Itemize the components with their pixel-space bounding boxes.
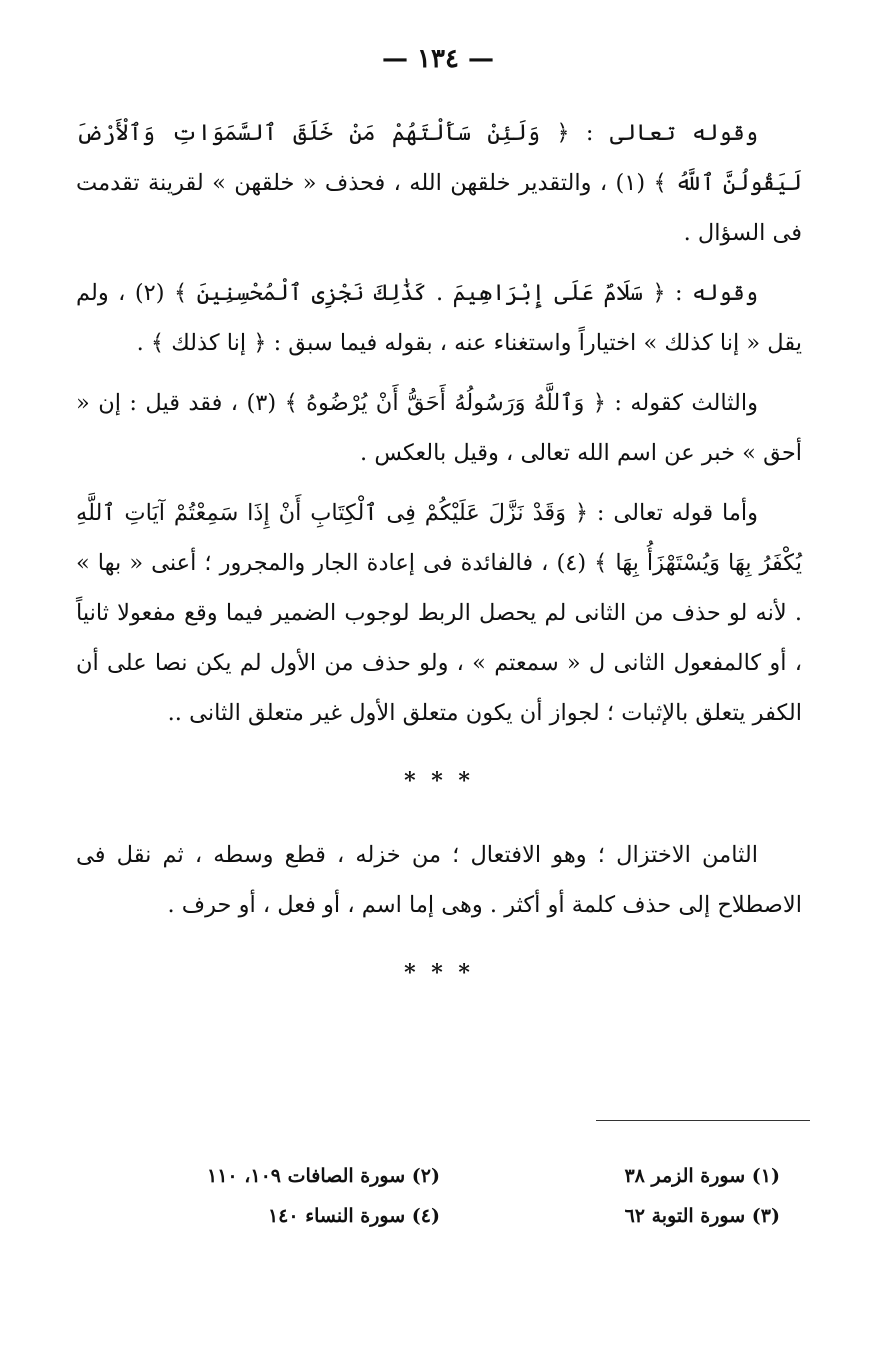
footnotes (140, 1156, 780, 1236)
footnote-1: (١) سورة الزمر ٣٨ (624, 1165, 780, 1187)
page-number: — ١٣٤ — (381, 44, 495, 74)
footnote-row (140, 1196, 780, 1236)
paragraph-4: وأما قوله تعالى : ﴿ وَقَدْ نَزَّلَ عَلَيْكُمْ فِى ٱلْكِتَابِ أَنْ إِذَا سَمِعْتُمْ آيَاتِ ٱللَّهِ يُكْفَرُ بِهَا وَيُسْتَهْزَأُ بِهَا ﴾ (٤) ، فالفائدة فى إعادة الجار والمجرور ؛ أعنى « بها » . لأنه لو حذف من الثانى لم يحصل الربط لوجوب الضمير فيما وقع مفعولا ثانياً ، أو كالمفعول الثانى ل « سمعتم » ، ولو حذف من الأول لم يكن نصا على أن الكفر يتعلق بالإثبات ؛ لجواز أن يكون متعلق الأول غير متعلق الثانى .. (76, 500, 802, 726)
footnote-2: (٢) سورة الصافات ١٠٩، ١١٠ (206, 1165, 440, 1187)
footnote-divider (596, 1120, 810, 1121)
footnote-4: (٤) سورة النساء ١٤٠ (267, 1205, 440, 1227)
footnote-3: (٣) سورة التوبة ٦٢ (624, 1205, 780, 1227)
paragraph-2: وقوله : ﴿ سَلَامٌ عَلَى إِبْرَاهِيمَ . كَذَٰلِكَ نَجْزِى ٱلْمُحْسِنِينَ ﴾ (٢) ، ولم يقل « إنا كذلك » اختياراً واستغناء عنه ، بقوله فيما سبق : ﴿ إنا كذلك ﴾ . (76, 280, 802, 356)
main-text (76, 108, 802, 1022)
footnote-row (140, 1156, 780, 1196)
paragraph-eighth: الثامن الاختزال ؛ وهو الافتعال ؛ من خزله ، قطع وسطه ، ثم نقل فى الاصطلاح إلى حذف كلمة أو أكثر . وهى إما اسم ، أو فعل ، أو حرف . (76, 842, 802, 918)
section-separator-2: * * * (404, 960, 474, 986)
paragraph-3: والثالث كقوله : ﴿ وَٱللَّهُ وَرَسُولُهُ أَحَقُّ أَنْ يُرْضُوهُ ﴾ (٣) ، فقد قيل : إن « أحق » خبر عن اسم الله تعالى ، وقيل بالعكس . (76, 390, 802, 466)
section-separator-1: * * * (404, 768, 474, 794)
paragraph-1: وقوله تعالى : ﴿ وَلَئِنْ سَأَلْتَهُمْ مَنْ خَلَقَ ٱلسَّمَوَاتِ وَٱلْأَرْضَ لَيَقُولُنَّ ٱللَّهُ ﴾ (١) ، والتقدير خلقهن الله ، فحذف « خلقهن » لقرينة تقدمت فى السؤال . (76, 120, 803, 246)
